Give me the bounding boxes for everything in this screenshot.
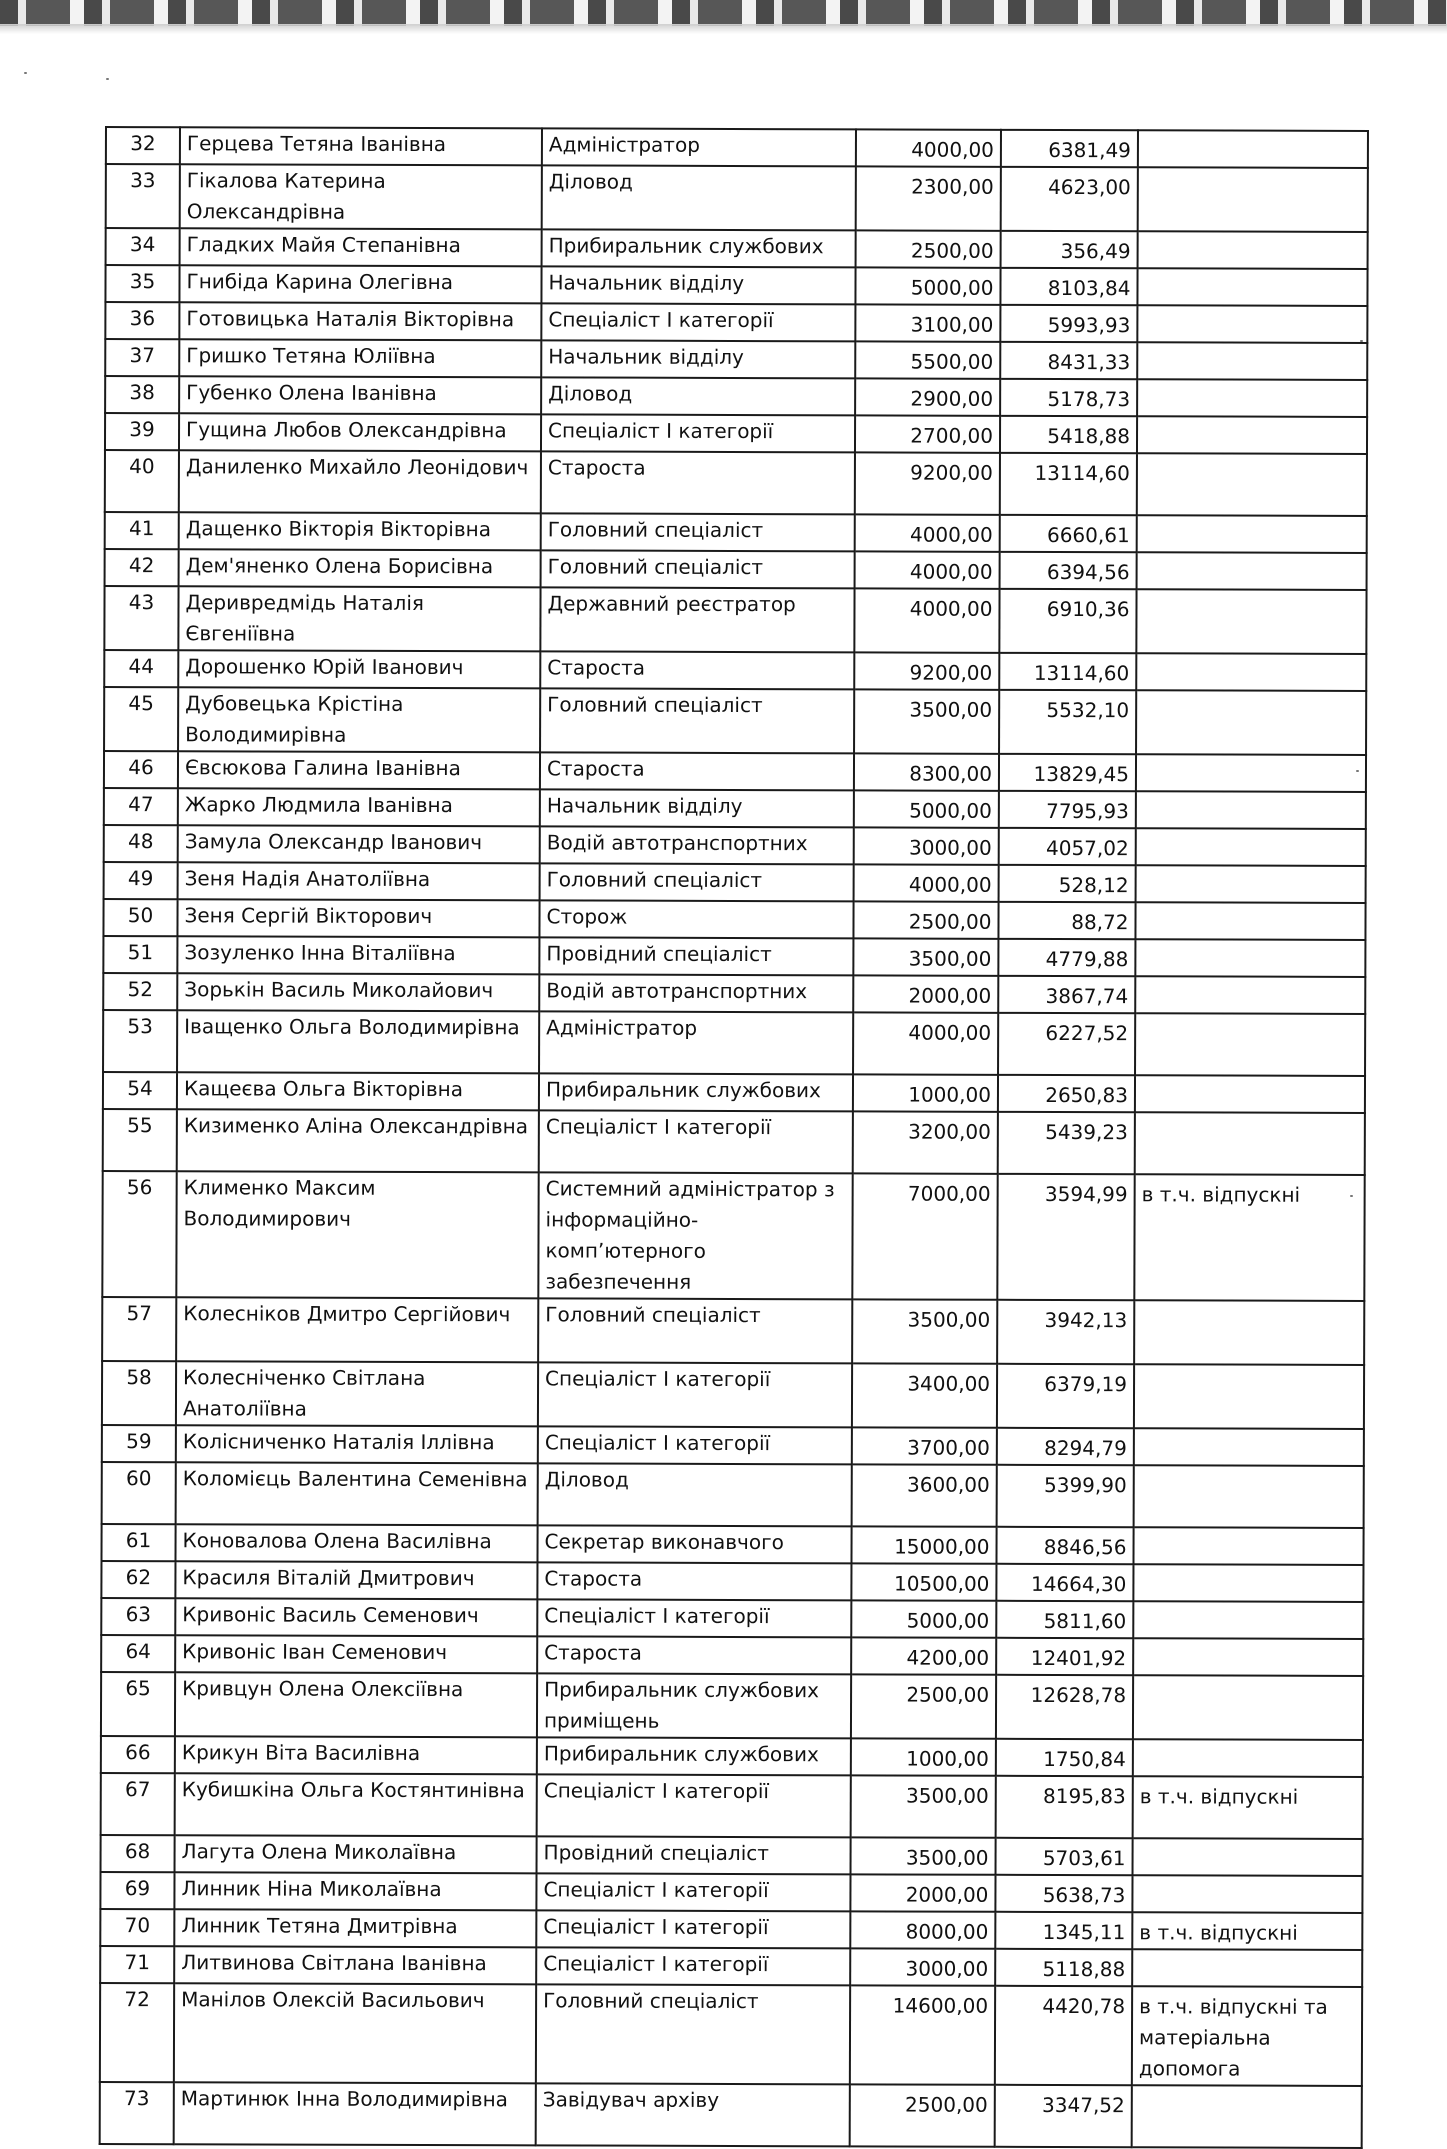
accrued-amount-cell: 3867,74 <box>998 976 1135 1013</box>
accrued-amount-cell: 5418,88 <box>1000 416 1137 453</box>
table-row <box>101 1561 1363 1602</box>
position-cell: Системний адміністратор з інформаційно-комп’ютерного забезпечення <box>538 1172 852 1299</box>
note-cell: в т.ч. відпускні <box>1133 1776 1363 1839</box>
note-cell <box>1135 1075 1365 1113</box>
salary-amount-cell: 4200,00 <box>851 1637 996 1674</box>
employee-name-cell: Гущина Любов Олександрівна <box>179 413 541 451</box>
salary-amount-cell: 2500,00 <box>850 2084 995 2146</box>
table-row <box>103 1109 1365 1175</box>
table-row <box>106 228 1368 269</box>
accrued-amount-cell: 4420,78 <box>995 1986 1132 2085</box>
table-row <box>102 1462 1364 1528</box>
position-cell: Староста <box>540 752 854 790</box>
accrued-amount-cell: 5399,90 <box>997 1465 1134 1527</box>
table-row <box>101 1736 1363 1777</box>
position-cell: Державний реєстратор <box>540 587 854 652</box>
table-body <box>100 127 1368 2148</box>
salary-amount-cell: 8000,00 <box>850 1911 995 1948</box>
table-row <box>103 1010 1365 1076</box>
salary-amount-cell: 3500,00 <box>851 1775 996 1837</box>
position-cell: Начальник відділу <box>540 789 854 827</box>
employee-name-cell: Дащенко Вікторія Вікторівна <box>179 512 541 550</box>
row-number-cell: 69 <box>100 1872 174 1909</box>
accrued-amount-cell: 8195,83 <box>996 1776 1133 1838</box>
row-number-cell: 65 <box>101 1672 175 1736</box>
table-row <box>105 302 1367 343</box>
table-row <box>104 862 1366 903</box>
note-cell <box>1132 2085 1362 2148</box>
position-cell: Головний спеціаліст <box>536 1984 850 2084</box>
row-number-cell: 71 <box>100 1946 174 1983</box>
salary-amount-cell: 5500,00 <box>855 341 1000 378</box>
table-row <box>105 549 1367 590</box>
accrued-amount-cell: 2650,83 <box>998 1075 1135 1112</box>
table-row <box>101 1835 1363 1876</box>
row-number-cell: 70 <box>100 1909 174 1946</box>
note-cell: в т.ч. відпускні та матеріальна допомога <box>1132 1986 1362 2086</box>
table-row <box>106 164 1368 232</box>
note-cell <box>1134 1428 1364 1466</box>
position-cell: Провідний спеціаліст <box>537 1836 851 1874</box>
table-row <box>103 973 1365 1014</box>
salary-amount-cell: 15000,00 <box>851 1526 996 1563</box>
salary-amount-cell: 2500,00 <box>853 901 998 938</box>
salary-amount-cell: 3700,00 <box>852 1427 997 1464</box>
employee-name-cell: Дубовецька Крістіна Володимирівна <box>178 687 540 752</box>
note-cell <box>1134 1465 1364 1528</box>
accrued-amount-cell: 4623,00 <box>1001 167 1138 231</box>
table-row <box>105 450 1367 516</box>
salary-amount-cell: 2700,00 <box>855 415 1000 452</box>
table-row <box>100 1983 1362 2086</box>
row-number-cell: 45 <box>104 687 178 751</box>
row-number-cell: 59 <box>102 1425 176 1462</box>
note-cell <box>1138 231 1368 269</box>
note-cell <box>1132 1949 1362 1987</box>
table-row <box>105 376 1367 417</box>
accrued-amount-cell: 12628,78 <box>996 1675 1133 1739</box>
accrued-amount-cell: 5532,10 <box>999 690 1136 754</box>
employee-name-cell: Гнибіда Карина Олегівна <box>179 265 541 303</box>
position-cell: Спеціаліст І категорії <box>536 1910 850 1948</box>
note-cell <box>1133 1739 1363 1777</box>
accrued-amount-cell: 14664,30 <box>996 1564 1133 1601</box>
position-cell: Прибиральник службових <box>539 1073 853 1111</box>
position-cell: Староста <box>540 651 854 689</box>
employee-name-cell: Герцева Тетяна Іванівна <box>180 127 542 165</box>
position-cell: Секретар виконавчого <box>537 1525 851 1563</box>
note-cell <box>1135 1112 1365 1175</box>
table-row <box>105 265 1367 306</box>
salary-amount-cell: 3400,00 <box>852 1363 997 1427</box>
note-cell <box>1136 791 1366 829</box>
position-cell: Головний спеціаліст <box>540 863 854 901</box>
row-number-cell: 52 <box>103 973 177 1010</box>
employee-name-cell: Кривоніс Василь Семенович <box>175 1598 537 1636</box>
accrued-amount-cell: 6910,36 <box>999 589 1136 653</box>
employee-name-cell: Колесніков Дмитро Сергійович <box>176 1297 538 1362</box>
table-row <box>104 751 1366 792</box>
salary-amount-cell: 1000,00 <box>853 1074 998 1111</box>
table-row <box>103 1072 1365 1113</box>
salary-amount-cell: 3100,00 <box>855 304 1000 341</box>
position-cell: Головний спеціаліст <box>541 550 855 588</box>
employee-name-cell: Красиля Віталій Дмитрович <box>175 1561 537 1599</box>
employee-name-cell: Зеня Надія Анатоліївна <box>178 862 540 900</box>
accrued-amount-cell: 12401,92 <box>996 1638 1133 1675</box>
row-number-cell: 40 <box>105 450 179 512</box>
table-row <box>103 899 1365 940</box>
row-number-cell: 53 <box>103 1010 177 1072</box>
salary-amount-cell: 4000,00 <box>855 514 1000 551</box>
accrued-amount-cell: 1345,11 <box>995 1912 1132 1949</box>
table-row <box>100 1872 1362 1913</box>
employee-name-cell: Манілов Олексій Васильович <box>174 1983 536 2083</box>
note-cell <box>1136 754 1366 792</box>
employee-name-cell: Зорькін Василь Миколайович <box>177 973 539 1011</box>
accrued-amount-cell: 1750,84 <box>996 1739 1133 1776</box>
position-cell: Діловод <box>542 165 856 230</box>
accrued-amount-cell: 528,12 <box>999 865 1136 902</box>
note-cell <box>1136 690 1366 755</box>
salary-amount-cell: 3600,00 <box>852 1464 997 1526</box>
row-number-cell: 34 <box>106 228 180 265</box>
note-cell <box>1133 1527 1363 1565</box>
salary-amount-cell: 4000,00 <box>853 1012 998 1074</box>
salary-amount-cell: 4000,00 <box>856 129 1001 166</box>
note-cell <box>1136 653 1366 691</box>
position-cell: Прибиральник службових приміщень <box>537 1673 851 1738</box>
salary-amount-cell: 2000,00 <box>853 975 998 1012</box>
note-cell <box>1137 342 1367 380</box>
employee-name-cell: Линник Тетяна Дмитрівна <box>174 1909 536 1947</box>
position-cell: Головний спеціаліст <box>538 1298 852 1363</box>
employee-name-cell: Крикун Віта Василівна <box>175 1736 537 1774</box>
note-cell <box>1133 1638 1363 1676</box>
position-cell: Діловод <box>538 1463 852 1526</box>
row-number-cell: 61 <box>101 1524 175 1561</box>
salary-amount-cell: 7000,00 <box>852 1173 997 1299</box>
row-number-cell: 35 <box>105 265 179 302</box>
scan-edge-artifact <box>0 0 1447 26</box>
table-row <box>102 1297 1364 1365</box>
salary-amount-cell: 1000,00 <box>851 1738 996 1775</box>
position-cell: Спеціаліст І категорії <box>537 1599 851 1637</box>
employee-name-cell: Зеня Сергій Вікторович <box>177 899 539 937</box>
row-number-cell: 41 <box>105 512 179 549</box>
employee-name-cell: Гладких Майя Степанівна <box>180 228 542 266</box>
employee-name-cell: Линник Ніна Миколаївна <box>174 1872 536 1910</box>
row-number-cell: 63 <box>101 1598 175 1635</box>
note-cell <box>1135 1013 1365 1076</box>
row-number-cell: 62 <box>101 1561 175 1598</box>
note-cell <box>1137 515 1367 553</box>
row-number-cell: 55 <box>103 1109 177 1171</box>
employee-name-cell: Кривоніс Іван Семенович <box>175 1635 537 1673</box>
position-cell: Головний спеціаліст <box>541 513 855 551</box>
note-cell <box>1133 1564 1363 1602</box>
table-row <box>104 650 1366 691</box>
row-number-cell: 36 <box>105 302 179 339</box>
accrued-amount-cell: 13114,60 <box>999 653 1136 690</box>
salary-amount-cell: 2500,00 <box>856 230 1001 267</box>
salary-amount-cell: 2500,00 <box>851 1674 996 1738</box>
row-number-cell: 37 <box>105 339 179 376</box>
accrued-amount-cell: 8103,84 <box>1000 268 1137 305</box>
row-number-cell: 51 <box>103 936 177 973</box>
note-cell <box>1137 416 1367 454</box>
note-cell <box>1136 589 1366 654</box>
accrued-amount-cell: 6660,61 <box>1000 515 1137 552</box>
row-number-cell: 72 <box>100 1983 174 2082</box>
note-cell <box>1133 1601 1363 1639</box>
salary-amount-cell: 3500,00 <box>853 938 998 975</box>
position-cell: Спеціаліст І категорії <box>536 1947 850 1985</box>
employee-name-cell: Клименко Максим Володимирович <box>176 1171 538 1298</box>
salary-amount-cell: 3500,00 <box>851 1837 996 1874</box>
note-cell <box>1134 1300 1364 1365</box>
note-cell <box>1137 453 1367 516</box>
note-cell <box>1135 902 1365 940</box>
employee-name-cell: Кубишкіна Ольга Костянтинівна <box>175 1773 537 1836</box>
salary-amount-cell: 3200,00 <box>853 1111 998 1173</box>
table-row <box>100 1909 1362 1950</box>
row-number-cell: 66 <box>101 1736 175 1773</box>
row-number-cell: 67 <box>101 1773 175 1835</box>
salary-amount-cell: 9200,00 <box>854 652 999 689</box>
table-row <box>105 413 1367 454</box>
accrued-amount-cell: 5439,23 <box>998 1112 1135 1174</box>
accrued-amount-cell: 6227,52 <box>998 1013 1135 1075</box>
table-row <box>100 2082 1362 2148</box>
accrued-amount-cell: 8431,33 <box>1000 342 1137 379</box>
table-row <box>105 339 1367 380</box>
note-cell <box>1133 1838 1363 1876</box>
position-cell: Адміністратор <box>539 1011 853 1074</box>
note-cell <box>1134 1364 1364 1429</box>
position-cell: Спеціаліст І категорії <box>538 1426 852 1464</box>
accrued-amount-cell: 8294,79 <box>997 1428 1134 1465</box>
table-row <box>101 1524 1363 1565</box>
salary-amount-cell: 4000,00 <box>854 588 999 652</box>
row-number-cell: 57 <box>102 1297 176 1361</box>
row-number-cell: 60 <box>102 1462 176 1524</box>
table-row <box>103 936 1365 977</box>
employee-name-cell: Зозуленко Інна Віталіївна <box>177 936 539 974</box>
note-cell <box>1133 1675 1363 1740</box>
employee-name-cell: Колісниченко Наталія Іллівна <box>176 1425 538 1463</box>
row-number-cell: 43 <box>104 586 178 650</box>
employee-name-cell: Жарко Людмила Іванівна <box>178 788 540 826</box>
accrued-amount-cell: 7795,93 <box>999 791 1136 828</box>
row-number-cell: 49 <box>104 862 178 899</box>
position-cell: Спеціаліст І категорії <box>541 414 855 452</box>
note-cell <box>1138 167 1368 232</box>
position-cell: Староста <box>537 1636 851 1674</box>
salary-amount-cell: 3500,00 <box>852 1299 997 1363</box>
note-cell <box>1137 552 1367 590</box>
table-row <box>106 127 1368 168</box>
position-cell: Староста <box>537 1562 851 1600</box>
accrued-amount-cell: 6394,56 <box>1000 552 1137 589</box>
table-row <box>102 1425 1364 1466</box>
employee-name-cell: Деривредмідь Наталія Євгеніївна <box>178 586 540 651</box>
position-cell: Начальник відділу <box>541 266 855 304</box>
employee-name-cell: Гікалова Катерина Олександрівна <box>180 164 542 229</box>
table-row <box>104 687 1366 755</box>
salary-amount-cell: 5000,00 <box>851 1600 996 1637</box>
table-row <box>102 1361 1364 1429</box>
table-row <box>101 1598 1363 1639</box>
employee-name-cell: Даниленко Михайло Леонідович <box>179 450 541 513</box>
position-cell: Спеціаліст І категорії <box>539 1110 853 1173</box>
row-number-cell: 48 <box>104 825 178 862</box>
employee-name-cell: Литвинова Світлана Іванівна <box>174 1946 536 1984</box>
salary-amount-cell: 9200,00 <box>855 452 1000 514</box>
employee-name-cell: Замула Олександр Іванович <box>178 825 540 863</box>
table-row <box>101 1672 1363 1740</box>
position-cell: Староста <box>541 451 855 514</box>
accrued-amount-cell: 13114,60 <box>1000 453 1137 515</box>
scan-speck <box>24 72 27 74</box>
position-cell: Провідний спеціаліст <box>539 937 853 975</box>
employee-name-cell: Євсюкова Галина Іванівна <box>178 751 540 789</box>
row-number-cell: 73 <box>100 2082 174 2144</box>
row-number-cell: 39 <box>105 413 179 450</box>
position-cell: Головний спеціаліст <box>540 688 854 753</box>
accrued-amount-cell: 3942,13 <box>997 1300 1134 1364</box>
salary-amount-cell: 5000,00 <box>855 267 1000 304</box>
salary-amount-cell: 2000,00 <box>850 1874 995 1911</box>
salary-amount-cell: 5000,00 <box>854 790 999 827</box>
accrued-amount-cell: 4779,88 <box>998 939 1135 976</box>
employee-name-cell: Кащеєва Ольга Вікторівна <box>177 1072 539 1110</box>
position-cell: Прибиральник службових <box>537 1737 851 1775</box>
note-cell <box>1137 379 1367 417</box>
salary-amount-cell: 10500,00 <box>851 1563 996 1600</box>
salary-amount-cell: 2900,00 <box>855 378 1000 415</box>
table-row <box>101 1635 1363 1676</box>
position-cell: Водій автотранспортних <box>539 974 853 1012</box>
accrued-amount-cell: 5703,61 <box>996 1838 1133 1875</box>
note-cell: в т.ч. відпускні <box>1134 1174 1364 1301</box>
accrued-amount-cell: 13829,45 <box>999 754 1136 791</box>
accrued-amount-cell: 5811,60 <box>996 1601 1133 1638</box>
scan-speck <box>106 78 109 80</box>
accrued-amount-cell: 5638,73 <box>995 1875 1132 1912</box>
position-cell: Начальник відділу <box>541 340 855 378</box>
position-cell: Сторож <box>539 900 853 938</box>
position-cell: Прибиральник службових <box>542 229 856 267</box>
salary-amount-cell: 4000,00 <box>855 551 1000 588</box>
accrued-amount-cell: 88,72 <box>998 902 1135 939</box>
table-row <box>100 1946 1362 1987</box>
salary-amount-cell: 3500,00 <box>854 689 999 753</box>
accrued-amount-cell: 5993,93 <box>1000 305 1137 342</box>
position-cell: Спеціаліст І категорії <box>536 1873 850 1911</box>
employee-name-cell: Кривцун Олена Олексіївна <box>175 1672 537 1737</box>
table-row <box>104 788 1366 829</box>
salary-amount-cell: 3000,00 <box>854 827 999 864</box>
note-cell: в т.ч. відпускні <box>1132 1912 1362 1950</box>
accrued-amount-cell: 356,49 <box>1001 231 1138 268</box>
row-number-cell: 58 <box>102 1361 176 1425</box>
employee-name-cell: Кизименко Аліна Олександрівна <box>177 1109 539 1172</box>
row-number-cell: 46 <box>104 751 178 788</box>
employee-name-cell: Іващенко Ольга Володимирівна <box>177 1010 539 1073</box>
staff-salary-table <box>99 126 1369 2149</box>
row-number-cell: 33 <box>106 164 180 228</box>
position-cell: Спеціаліст І категорії <box>538 1362 852 1427</box>
accrued-amount-cell: 6381,49 <box>1001 130 1138 167</box>
employee-name-cell: Гришко Тетяна Юліївна <box>179 339 541 377</box>
row-number-cell: 47 <box>104 788 178 825</box>
accrued-amount-cell: 3594,99 <box>997 1174 1134 1300</box>
employee-name-cell: Дем'яненко Олена Борисівна <box>179 549 541 587</box>
row-number-cell: 68 <box>101 1835 175 1872</box>
employee-name-cell: Коломієць Валентина Семенівна <box>176 1462 538 1525</box>
accrued-amount-cell: 3347,52 <box>995 2085 1132 2147</box>
note-cell <box>1135 939 1365 977</box>
row-number-cell: 54 <box>103 1072 177 1109</box>
row-number-cell: 44 <box>104 650 178 687</box>
position-cell: Діловод <box>541 377 855 415</box>
employee-name-cell: Губенко Олена Іванівна <box>179 376 541 414</box>
accrued-amount-cell: 4057,02 <box>999 828 1136 865</box>
table-row <box>104 825 1366 866</box>
note-cell <box>1136 865 1366 903</box>
note-cell <box>1138 130 1368 168</box>
employee-name-cell: Колесніченко Світлана Анатоліївна <box>176 1361 538 1426</box>
row-number-cell: 38 <box>105 376 179 413</box>
table-row <box>101 1773 1363 1839</box>
note-cell <box>1137 268 1367 306</box>
row-number-cell: 50 <box>103 899 177 936</box>
position-cell: Адміністратор <box>542 128 856 166</box>
table-row <box>102 1171 1364 1301</box>
employee-name-cell: Мартинюк Інна Володимирівна <box>174 2082 536 2145</box>
position-cell: Водій автотранспортних <box>540 826 854 864</box>
row-number-cell: 32 <box>106 127 180 164</box>
employee-name-cell: Готовицька Наталія Вікторівна <box>179 302 541 340</box>
note-cell <box>1135 976 1365 1014</box>
note-cell <box>1136 828 1366 866</box>
row-number-cell: 42 <box>105 549 179 586</box>
position-cell: Спеціаліст І категорії <box>541 303 855 341</box>
note-cell <box>1132 1875 1362 1913</box>
employee-name-cell: Лагута Олена Миколаївна <box>175 1835 537 1873</box>
position-cell: Завідувач архіву <box>536 2083 850 2146</box>
position-cell: Спеціаліст І категорії <box>537 1774 851 1837</box>
salary-amount-cell: 2300,00 <box>856 166 1001 230</box>
accrued-amount-cell: 5118,88 <box>995 1949 1132 1986</box>
employee-name-cell: Дорошенко Юрій Іванович <box>178 650 540 688</box>
accrued-amount-cell: 8846,56 <box>996 1527 1133 1564</box>
salary-amount-cell: 4000,00 <box>854 864 999 901</box>
accrued-amount-cell: 6379,19 <box>997 1364 1134 1428</box>
note-cell <box>1137 305 1367 343</box>
employee-name-cell: Коновалова Олена Василівна <box>175 1524 537 1562</box>
accrued-amount-cell: 5178,73 <box>1000 379 1137 416</box>
table-row <box>105 512 1367 553</box>
row-number-cell: 64 <box>101 1635 175 1672</box>
salary-amount-cell: 14600,00 <box>850 1985 995 2084</box>
salary-amount-cell: 8300,00 <box>854 753 999 790</box>
row-number-cell: 56 <box>102 1171 176 1297</box>
salary-amount-cell: 3000,00 <box>850 1948 995 1985</box>
table-row <box>104 586 1366 654</box>
